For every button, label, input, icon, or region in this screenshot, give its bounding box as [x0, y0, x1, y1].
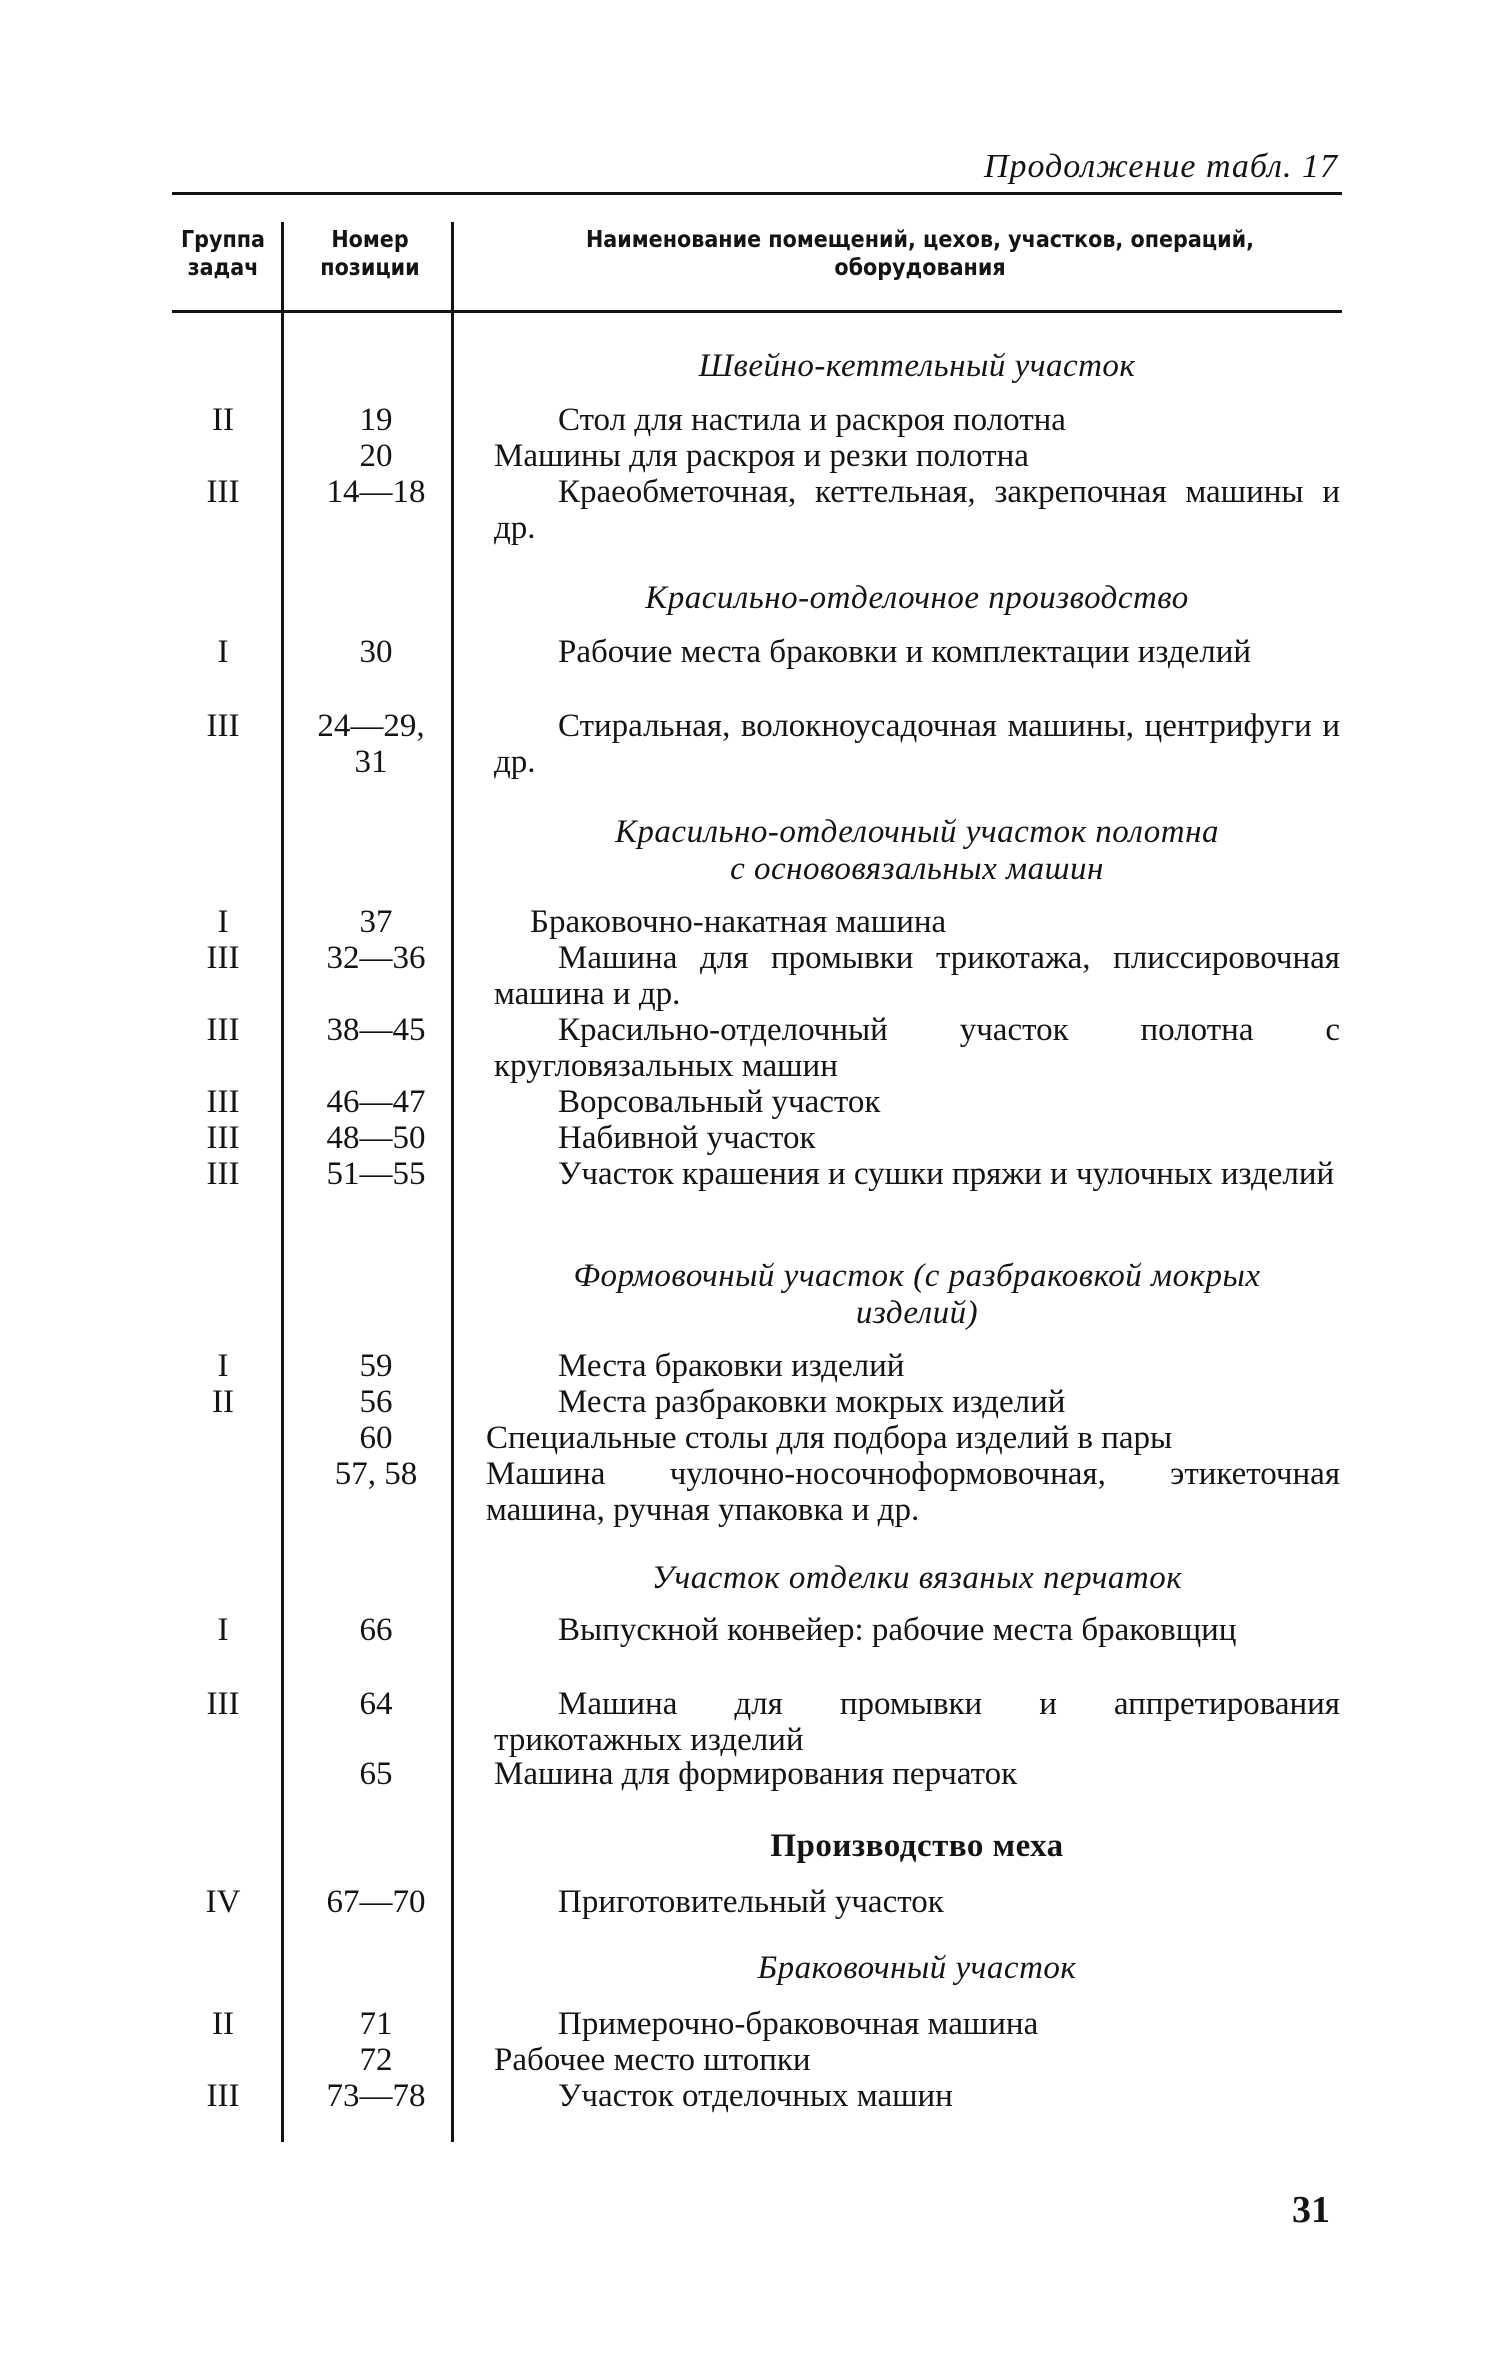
table-row [0, 1084, 1500, 1120]
row-name: Выпускной конвейер: рабочие места браковщиц [558, 1612, 1237, 1648]
row-number: 38—45 [326, 1012, 426, 1048]
row-name: Машины для раскроя и резки полотна [494, 438, 1029, 474]
row-group: II [212, 1384, 234, 1420]
row-group: IV [205, 1884, 241, 1920]
table-row [0, 1348, 1500, 1384]
row-number: 48—50 [326, 1120, 426, 1156]
table-row [0, 708, 1500, 780]
row-name: Стол для настила и раскроя полотна [558, 402, 1066, 438]
row-name: Участок крашения и сушки пряжи и чулочных изделий [558, 1156, 1335, 1192]
row-group: I [217, 634, 229, 670]
row-group: I [217, 1348, 229, 1384]
row-name: Стиральная, волокноусадочная машины, центрифуги и др. [494, 708, 1340, 780]
table-row [0, 474, 1500, 546]
row-name: Приготовительный участок [558, 1884, 944, 1920]
section-heading: Участок отделки вязаных перчаток [651, 1560, 1183, 1596]
row-number: 20 [359, 438, 393, 474]
row-number: 51—55 [326, 1156, 426, 1192]
table-row [0, 634, 1500, 670]
row-group: III [206, 2078, 240, 2114]
header-rule [172, 310, 1342, 313]
table-row [0, 1420, 1500, 1456]
header-name-line2: оборудования [834, 255, 1006, 281]
table-row [0, 2006, 1500, 2042]
table-row [0, 1120, 1500, 1156]
section-heading-line2: с основовязальных машин [730, 851, 1104, 887]
row-number: 71 [359, 2006, 393, 2042]
row-number: 66 [359, 1612, 393, 1648]
table-row [0, 1012, 1500, 1084]
header-group-line2: задач [187, 255, 259, 281]
row-number: 14—18 [326, 474, 426, 510]
section-heading-line1: Красильно-отделочный участок полотна [615, 814, 1219, 850]
table-row [0, 2078, 1500, 2114]
row-number: 24—29, 31 [317, 708, 425, 780]
section-heading-line1: Формовочный участок (с разбраковкой мокрых [573, 1258, 1261, 1294]
header-name-line1: Наименование помещений, цехов, участков, операций, [585, 227, 1254, 253]
section-heading: Красильно-отделочное производство [645, 580, 1189, 616]
section-heading [494, 814, 1340, 888]
row-number: 46—47 [326, 1084, 426, 1120]
row-number: 72 [359, 2042, 393, 2078]
row-name: Машина для промывки трикотажа, плиссировочная машина и др. [494, 940, 1340, 1012]
table-row [0, 1612, 1500, 1648]
row-group: III [206, 1156, 240, 1192]
row-name: Красильно-отделочный участок полотна с кругловязальных машин [494, 1012, 1340, 1084]
row-name: Места разбраковки мокрых изделий [558, 1384, 1066, 1420]
section-heading [494, 1258, 1340, 1332]
row-name: Машина для промывки и аппретирования трикотажных изделий [494, 1686, 1340, 1758]
table-row [0, 438, 1500, 474]
table-row [0, 402, 1500, 438]
row-number: 19 [359, 402, 393, 438]
row-number: 65 [359, 1756, 393, 1792]
row-group: I [217, 1612, 229, 1648]
table-row [0, 940, 1500, 1012]
section-heading: Швейно-кеттельный участок [698, 348, 1136, 384]
row-name: Ворсовальный участок [558, 1084, 881, 1120]
row-name: Участок отделочных машин [558, 2078, 953, 2114]
header-number-line2: позиции [320, 255, 420, 281]
row-group: III [206, 940, 240, 976]
table-row [0, 1384, 1500, 1420]
row-name: Браковочно-накатная машина [530, 904, 947, 940]
section-heading-line2: изделий) [855, 1295, 979, 1331]
row-name: Набивной участок [558, 1120, 816, 1156]
row-name: Рабочее место штопки [494, 2042, 811, 2078]
header-number-line1: Номер [331, 227, 409, 253]
table-row [0, 1756, 1500, 1792]
table-row [0, 2042, 1500, 2078]
row-name: Машина для формирования перчаток [494, 1756, 1018, 1792]
row-name: Примерочно-браковочная машина [558, 2006, 1039, 2042]
row-number: 57, 58 [334, 1456, 418, 1492]
row-group: II [212, 402, 234, 438]
table-row [0, 1456, 1500, 1528]
row-number: 56 [359, 1384, 393, 1420]
page-number: 31 [1292, 2189, 1330, 2231]
top-rule [172, 192, 1342, 195]
header-group-line1: Группа [180, 227, 266, 253]
table-row [0, 1884, 1500, 1920]
row-group: III [206, 1084, 240, 1120]
header-group [168, 226, 278, 282]
row-number: 60 [359, 1420, 393, 1456]
row-group: III [206, 1120, 240, 1156]
row-group: I [217, 904, 229, 940]
row-name: Краеобметочная, кеттельная, закрепочная машины и др. [494, 474, 1340, 546]
row-number: 59 [359, 1348, 393, 1384]
row-number: 64 [359, 1686, 393, 1722]
row-number: 37 [359, 904, 393, 940]
table-row [0, 1686, 1500, 1758]
row-number: 67—70 [326, 1884, 426, 1920]
row-name: Машина чулочно-носочноформовочная, этикеточная машина, ручная упаковка и др. [486, 1456, 1340, 1528]
row-group: III [206, 474, 240, 510]
table-caption: Продолжение табл. 17 [983, 148, 1338, 185]
header-name [480, 226, 1360, 282]
row-name: Места браковки изделий [558, 1348, 905, 1384]
row-name: Специальные столы для подбора изделий в пары [486, 1420, 1173, 1456]
row-group: III [206, 1686, 240, 1722]
row-number: 73—78 [326, 2078, 426, 2114]
row-group: III [206, 708, 240, 744]
section-heading: Производство меха [770, 1828, 1064, 1864]
row-number: 32—36 [326, 940, 426, 976]
table-row [0, 1156, 1500, 1192]
row-number: 30 [359, 634, 393, 670]
row-group: II [212, 2006, 234, 2042]
section-heading: Браковочный участок [757, 1950, 1077, 1986]
header-number [295, 226, 445, 282]
row-name: Рабочие места браковки и комплектации изделий [558, 634, 1252, 670]
row-group: III [206, 1012, 240, 1048]
table-row [0, 904, 1500, 940]
